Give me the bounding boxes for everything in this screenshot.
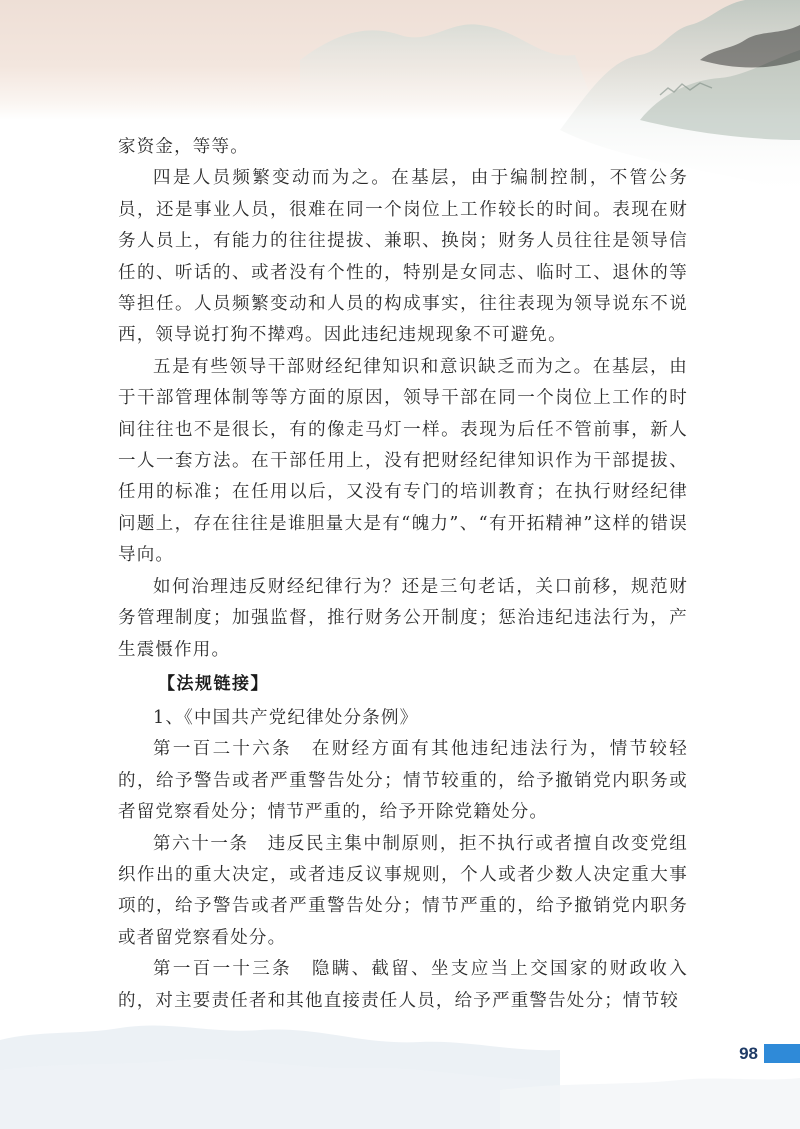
regulation-link-heading: 【法规链接】 (158, 673, 269, 694)
footer-mountain-decoration (0, 1000, 800, 1129)
law-title: 1、《中国共产党纪律处分条例》 (153, 707, 419, 728)
body-text (118, 132, 688, 1017)
article-61: 第六十一条 违反民主集中制原则，拒不执行或者擅自改变党组织作出的重大决定，或者违反议事规则，个人或者少数人决定重大事项的，给予警告或者严重警告处分；情节严重的，给予撤销党内职务或者留党察看处分。 (118, 833, 688, 948)
paragraph-continuation: 家资金，等等。 (118, 137, 249, 157)
article-113: 第一百一十三条 隐瞒、截留、坐支应当上交国家的财政收入的，对主要责任者和其他直接责任人员，给予严重警告处分；情节较 (118, 959, 688, 1011)
article-126: 第一百二十六条 在财经方面有其他违纪违法行为，情节较轻的，给予警告或者严重警告处分；情节较重的，给予撤销党内职务或者留党察看处分；情节严重的，给予开除党籍处分。 (118, 739, 688, 823)
page-number: 98 (739, 1044, 758, 1063)
page-number-bar (764, 1044, 800, 1063)
paragraph-remedy: 如何治理违反财经纪律行为？还是三句老话，关口前移，规范财务管理制度；加强监督，推行财务公开制度；惩治违纪违法行为，产生震慑作用。 (118, 576, 688, 660)
paragraph-point-five: 五是有些领导干部财经纪律知识和意识缺乏而为之。在基层，由于干部管理体制等等方面的原因，领导干部在同一个岗位上工作的时间往往也不是很长，有的像走马灯一样。表现为后任不管前事，新人一人一套方法。在干部任用上，没有把财经纪律知识作为干部提拔、任用的标准；在任用以后，又没有专门的培训教育；在执行财经纪律问题上，存在往往是谁胆量大是有“魄力”、“有开拓精神”这样的错误导向。 (118, 356, 688, 566)
paragraph-point-four: 四是人员频繁变动而为之。在基层，由于编制控制，不管公务员，还是事业人员，很难在同一个岗位上工作较长的时间。表现在财务人员上，有能力的往往提拔、兼职、换岗；财务人员往往是领导信任的、听话的、或者没有个性的，特别是女同志、临时工、退休的等等担任。人员频繁变动和人员的构成事实，往往表现为领导说东不说西，领导说打狗不撵鸡。因此违纪违规现象不可避免。 (118, 168, 688, 346)
